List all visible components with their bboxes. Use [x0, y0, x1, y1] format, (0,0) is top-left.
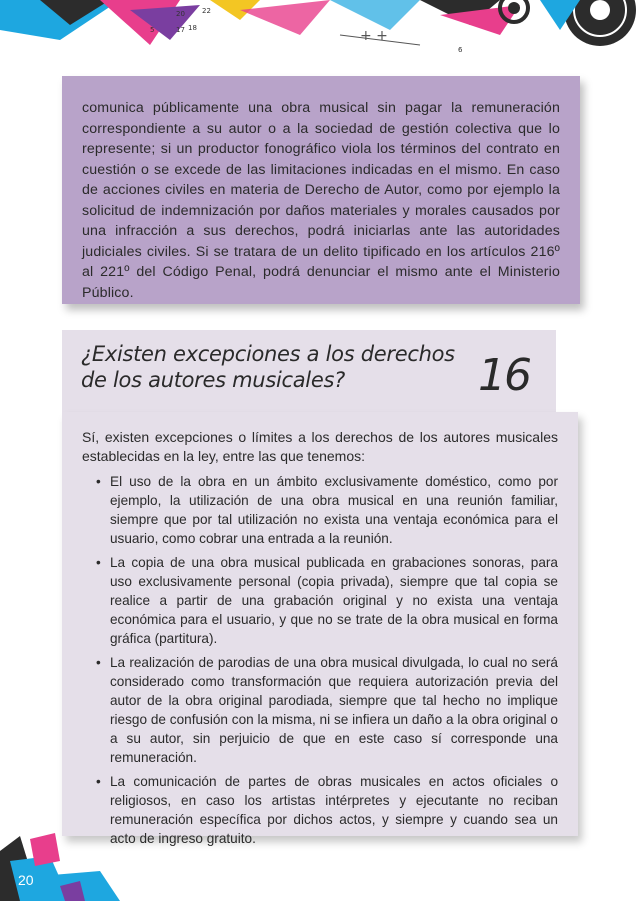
- answer-intro: Sí, existen excepciones o límites a los derechos de los autores musicales establecidas en la ley, entre las que tenemos:: [82, 429, 558, 464]
- bullet-icon: •: [96, 655, 101, 670]
- deco-number: 6: [458, 46, 463, 54]
- list-item: [96, 772, 558, 848]
- list-item: [96, 653, 558, 767]
- exceptions-list: [96, 472, 558, 853]
- bullet-icon: •: [96, 555, 101, 570]
- question-title-line-1: ¿Existen excepciones a los derechos: [81, 342, 455, 366]
- svg-text:+ +: + +: [360, 28, 388, 44]
- question-number: 16: [478, 350, 530, 401]
- footer-decoration: [0, 831, 140, 901]
- list-item-text: El uso de la obra en un ámbito exclusivamente doméstico, como por ejemplo, la utilización de una obra musical en una reunión familiar, siempre que por tal utilización no exista una ventaja económica para el usuario, como cobrar una entrada a la reunión.: [110, 474, 558, 546]
- list-item-text: La realización de parodias de una obra musical divulgada, lo cual no será considerado como transformación que requiera autorización previa del autor de la obra original parodiada, siempre que tal hecho no implique riesgo de confusión con la misma, ni se infiera un daño a la obra original o a su autor, sin perjuicio de que en este caso sí corresponde una remuneración.: [110, 655, 558, 765]
- deco-number: 18: [188, 24, 197, 32]
- answer-box: [62, 412, 578, 846]
- header-decoration: [0, 0, 638, 75]
- list-item-text: La comunicación de partes de obras musicales en actos oficiales o religiosos, en caso los artistas intérpretes y ejecutante no reciban remuneración específica por dichos actos, y siempre y cuando sea un acto de ingreso gratuito.: [110, 774, 558, 846]
- deco-number: 17: [176, 26, 185, 34]
- question-title: [81, 341, 461, 393]
- list-item: [96, 553, 558, 648]
- deco-number: 20: [176, 10, 185, 18]
- list-item-text: La copia de una obra musical publicada en grabaciones sonoras, para uso exclusivamente personal (copia privada), siempre que tal copia se realice a partir de una grabación original y no exista una ventaja económica para el usuario, y que no se trate de la obra musical en forma gráfica (partitura).: [110, 555, 558, 646]
- page-number: 20: [18, 872, 34, 888]
- bullet-icon: •: [96, 474, 101, 489]
- bullet-icon: •: [96, 774, 101, 789]
- deco-number: 5: [150, 26, 155, 34]
- list-item: [96, 472, 558, 548]
- question-title-line-2: de los autores musicales?: [81, 368, 345, 392]
- deco-number: 22: [202, 7, 211, 15]
- previous-section-box: [62, 76, 580, 304]
- previous-section-paragraph: comunica públicamente una obra musical sin pagar la remuneración correspondiente a su autor o a la sociedad de gestión colectiva que lo represente; si un productor fonográfico viola los términos del contrato en cuestión o se excede de las limitaciones indicadas en el mismo. En caso de acciones civiles en materia de Derecho de Autor, como por ejemplo la solicitud de indemnización por daños materiales y morales causados por una infracción a sus derechos, podrá iniciarlas ante las autoridades judiciales civiles. Si se tratara de un delito tipificado en los artículos 216º al 221º del Código Penal, podrá denunciar el mismo ante el Ministerio Público.: [82, 100, 560, 301]
